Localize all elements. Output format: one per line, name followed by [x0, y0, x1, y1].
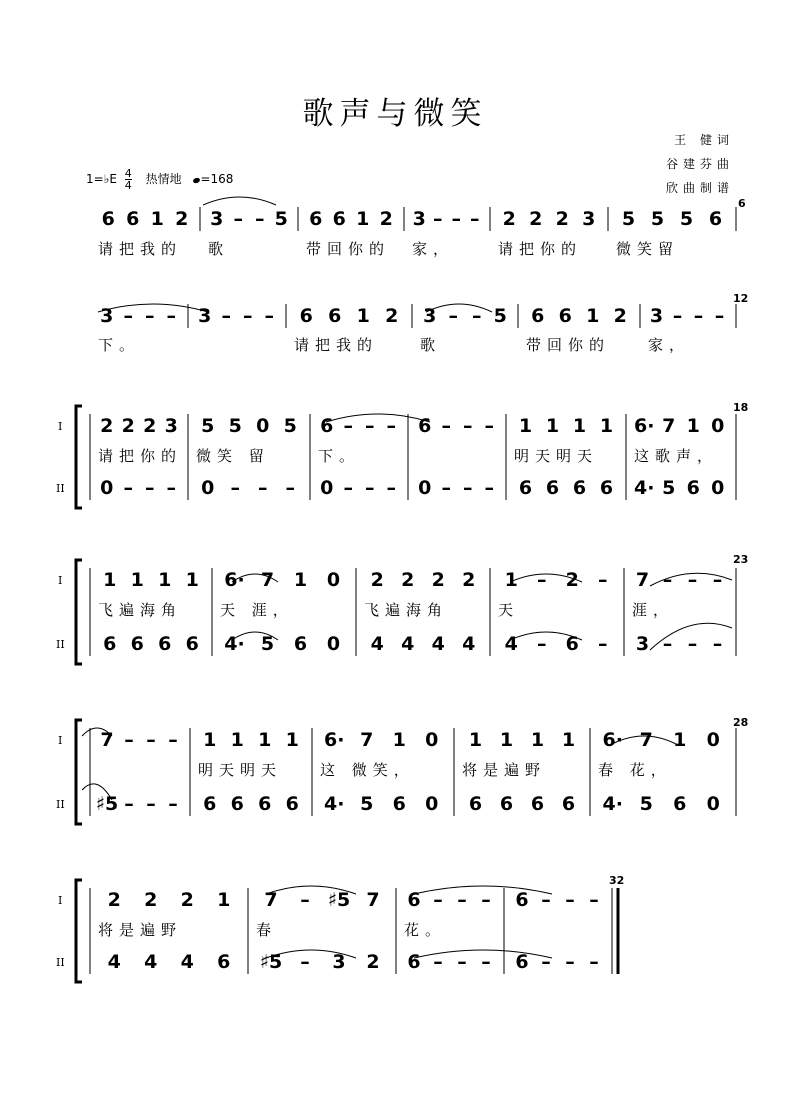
voice-2-note: 6	[230, 793, 244, 815]
voice-1-note: 3	[423, 305, 437, 327]
voice-1-note: 0	[711, 415, 725, 437]
lyric: 明天明天	[514, 447, 599, 465]
voice-1-note: 1	[158, 569, 172, 591]
choir-bracket	[76, 560, 82, 664]
voice-2-note: –	[123, 477, 133, 499]
lyric: 家，	[648, 336, 691, 354]
lyric: 将是遍野	[462, 761, 547, 779]
voice-2-note: 5	[260, 633, 275, 655]
voice-2-note: –	[365, 477, 375, 499]
tempo-marking: =168	[200, 172, 234, 186]
voice-1-note: –	[123, 305, 133, 327]
voice-2-note: 0	[711, 477, 725, 499]
lyric: 这歌声，	[634, 447, 719, 465]
voice-1-note: 2	[529, 208, 543, 230]
flat-sign: ♭	[103, 172, 110, 186]
voice-2-note: 4	[431, 633, 445, 655]
voice-1-note: 1	[561, 729, 576, 751]
lyric: 天	[498, 601, 520, 619]
voice-1-note: 2	[431, 569, 445, 591]
voice-2-note: –	[463, 477, 473, 499]
voice-1-note: 5	[283, 415, 297, 437]
voice-1-note: 7	[264, 889, 278, 911]
voice-1-note: 0	[706, 729, 720, 751]
voice-2-note: 4·	[602, 793, 623, 815]
voice-1-note: 7	[360, 729, 374, 751]
voice-1-note: –	[712, 569, 723, 591]
voice-2-note: –	[258, 477, 268, 499]
voice-1-note: –	[451, 208, 461, 230]
lyric: 微笑留	[616, 240, 680, 258]
voice-1-note: –	[264, 305, 274, 327]
lyric: 天 涯，	[220, 601, 294, 619]
voice-1-note: 2	[555, 208, 569, 230]
voice-1-note: 2	[613, 305, 627, 327]
measure-number: 6	[738, 197, 746, 210]
voice-1-note: 7	[662, 415, 676, 437]
voice-2-note: 4	[401, 633, 415, 655]
lyric: 春	[256, 921, 278, 939]
measure-number: 32	[609, 874, 625, 887]
voice-2-note: 6	[468, 793, 483, 815]
voice-1-note: 2	[385, 305, 399, 327]
voice-2-note: 0	[706, 793, 720, 815]
voice-1-note: –	[457, 889, 467, 911]
voice-1-note: 5	[274, 208, 288, 230]
voice-1-note: 3	[412, 208, 426, 230]
voice-2-note: 6	[572, 477, 587, 499]
voice-2-note: 4·	[634, 477, 655, 499]
lyric: 带回你的	[526, 336, 611, 354]
voice-1-note: 5	[493, 305, 507, 327]
voice-2-note: 6	[561, 793, 576, 815]
voice-1-note: 2	[379, 208, 393, 230]
voice-1-note: 7	[635, 569, 650, 591]
voice-1-note: 1	[356, 305, 370, 327]
voice-1-note: –	[463, 415, 473, 437]
voice-1-note: 2	[370, 569, 384, 591]
voice-2-note: 3	[332, 951, 346, 973]
voice-1-note: 1	[599, 415, 614, 437]
voice-1-note: 2	[175, 208, 189, 230]
voice-1-note: –	[470, 208, 480, 230]
voice-1-note: 5	[621, 208, 636, 230]
voice-2-note: 6	[499, 793, 514, 815]
lyric: 歌	[208, 240, 230, 258]
voice-2-note: 4	[462, 633, 476, 655]
voice-1-note: 3	[198, 305, 212, 327]
song-title: 歌声与微笑	[302, 96, 488, 132]
voice-2-note: 5	[662, 477, 676, 499]
voice-1-note: –	[233, 208, 243, 230]
voice-1-note: 6	[126, 208, 140, 230]
voice-1-note: –	[145, 305, 155, 327]
voice-1-note: 1	[686, 415, 700, 437]
voice-1-note: 1	[185, 569, 199, 591]
voice-1-note: 2	[502, 208, 516, 230]
voice-2-note: –	[712, 633, 723, 655]
voice-2-note: 6	[392, 793, 406, 815]
voice-2-note: 6	[515, 951, 529, 973]
lyric: 请把你的	[498, 240, 583, 258]
voice-2-note: –	[537, 633, 547, 655]
lyric: 飞遍海角	[98, 601, 183, 619]
voice-2-note: 6	[203, 793, 217, 815]
lyric: 微笑 留	[196, 447, 270, 465]
voice-1-note: 1	[150, 208, 164, 230]
voice-1-note: 5	[650, 208, 665, 230]
voice-2-note: 6	[545, 477, 560, 499]
voice-1-note: –	[448, 305, 458, 327]
voice-1-note: –	[484, 415, 494, 437]
voice-1-note: 3	[649, 305, 664, 327]
voice-2-note: 4	[107, 951, 121, 973]
voice-label-1: I	[58, 734, 63, 747]
voice-2-note: 4	[504, 633, 518, 655]
voice-1-note: 2	[107, 889, 121, 911]
voice-2-note: –	[343, 477, 353, 499]
voice-2-note: 6	[217, 951, 231, 973]
transcriber-credit: 欣曲制谱	[665, 181, 734, 195]
voice-2-note: –	[146, 793, 156, 815]
lyric: 下。	[98, 336, 141, 354]
voice-2-note: 6	[258, 793, 272, 815]
voice-1-note: –	[365, 415, 375, 437]
voice-1-note: 6	[558, 305, 572, 327]
voice-1-note: –	[565, 889, 575, 911]
voice-1-note: –	[166, 305, 176, 327]
voice-2-note: 4·	[224, 633, 245, 655]
lyricist-credit: 王 健词	[674, 133, 734, 147]
voice-2-note: 4·	[324, 793, 345, 815]
lyric: 将是遍野	[98, 921, 183, 939]
lyric: 请把我的	[294, 336, 379, 354]
voice-1-note: 1	[572, 415, 587, 437]
voice-1-note: –	[662, 569, 673, 591]
voice-1-note: 3	[100, 305, 114, 327]
voice-1-note: –	[537, 569, 547, 591]
lyric: 明天明天	[198, 761, 283, 779]
voice-2-note: –	[541, 951, 551, 973]
voice-1-note: –	[243, 305, 253, 327]
voice-2-note: 6	[293, 633, 308, 655]
voice-1-note: 1	[293, 569, 308, 591]
voice-1-note: 2	[144, 889, 158, 911]
voice-2-note: ♯5	[95, 793, 119, 815]
voice-2-note: –	[168, 793, 178, 815]
voice-1-note: 6	[101, 208, 115, 230]
choir-bracket	[76, 406, 82, 508]
voice-1-note: 1	[103, 569, 117, 591]
voice-1-note: 2	[143, 415, 157, 437]
voice-1-note: –	[589, 889, 599, 911]
voice-1-note: –	[687, 569, 698, 591]
voice-1-note: 1	[392, 729, 406, 751]
voice-2-note: –	[565, 951, 575, 973]
voice-2-note: –	[230, 477, 240, 499]
voice-label-1: I	[58, 420, 63, 433]
voice-1-note: 0	[425, 729, 439, 751]
voice-2-note: 0	[425, 793, 439, 815]
voice-2-note: –	[481, 951, 491, 973]
voice-1-note: ♯5	[327, 889, 351, 911]
voice-2-note: 4	[370, 633, 384, 655]
voice-1-note: 6	[299, 305, 313, 327]
voice-2-note: 0	[418, 477, 432, 499]
voice-1-note: 6	[407, 889, 421, 911]
key-label: 1=	[86, 172, 104, 186]
voice-2-note: 6	[599, 477, 614, 499]
time-signature-top: 4	[124, 167, 132, 180]
voice-1-note: 7	[366, 889, 380, 911]
voice-2-note: 0	[320, 477, 334, 499]
voice-2-note: –	[386, 477, 396, 499]
measure-number: 18	[733, 401, 749, 414]
voice-1-note: –	[343, 415, 353, 437]
voice-label-2: II	[56, 482, 65, 495]
voice-2-note: 6	[158, 633, 172, 655]
voice-1-note: 1	[130, 569, 144, 591]
slur-mark	[203, 197, 276, 205]
voice-1-note: 0	[326, 569, 341, 591]
lyric: 涯，	[632, 601, 675, 619]
lyric: 请把你的	[98, 447, 183, 465]
choir-bracket	[76, 880, 82, 982]
voice-1-note: –	[124, 729, 134, 751]
voice-label-2: II	[56, 638, 65, 651]
voice-1-note: –	[714, 305, 725, 327]
voice-2-note: 0	[100, 477, 114, 499]
voice-2-note: 6	[530, 793, 545, 815]
voice-1-note: 3	[164, 415, 178, 437]
voice-2-note: –	[300, 951, 310, 973]
voice-1-note: –	[386, 415, 396, 437]
voice-2-note: 6	[686, 477, 700, 499]
time-signature-bottom: 4	[124, 179, 132, 192]
voice-2-note: –	[457, 951, 467, 973]
voice-1-note: 7	[100, 729, 114, 751]
voice-1-note: 1	[356, 208, 370, 230]
voice-1-note: –	[146, 729, 156, 751]
voice-1-note: 1	[203, 729, 217, 751]
voice-1-note: 6	[708, 208, 723, 230]
voice-1-note: 2	[401, 569, 415, 591]
voice-2-note: –	[589, 951, 599, 973]
lyric: 家，	[412, 240, 455, 258]
lyric: 飞遍海角	[364, 601, 449, 619]
voice-2-note: –	[433, 951, 443, 973]
voice-2-note: –	[598, 633, 608, 655]
composer-credit: 谷建芬曲	[665, 157, 734, 171]
voice-1-note: –	[541, 889, 551, 911]
lyric: 带回你的	[306, 240, 391, 258]
key-note: E	[109, 172, 117, 186]
voice-1-note: 2	[180, 889, 194, 911]
voice-1-note: 2	[100, 415, 114, 437]
voice-2-note: 5	[639, 793, 653, 815]
voice-1-note: 6	[332, 208, 346, 230]
voice-2-note: 4	[180, 951, 194, 973]
voice-1-note: 6	[320, 415, 334, 437]
voice-2-note: 6	[565, 633, 579, 655]
lyric: 下。	[318, 447, 361, 465]
voice-1-note: 1	[545, 415, 560, 437]
expression-marking: 热情地	[145, 172, 182, 186]
voice-2-note: 6	[185, 633, 199, 655]
voice-1-note: 6·	[324, 729, 345, 751]
voice-1-note: 1	[673, 729, 687, 751]
voice-1-note: 6·	[224, 569, 245, 591]
voice-2-note: 6	[673, 793, 687, 815]
voice-label-1: I	[58, 574, 63, 587]
lyric: 请把我的	[98, 240, 183, 258]
voice-2-note: –	[285, 477, 295, 499]
voice-1-note: 6	[309, 208, 323, 230]
choir-bracket	[76, 720, 82, 824]
voice-label-2: II	[56, 956, 65, 969]
voice-1-note: 2	[462, 569, 476, 591]
voice-2-note: –	[484, 477, 494, 499]
voice-1-note: 1	[499, 729, 514, 751]
voice-2-note: 6	[407, 951, 421, 973]
measure-number: 23	[733, 553, 749, 566]
voice-1-note: 6	[531, 305, 545, 327]
slur-mark	[326, 414, 430, 422]
voice-1-note: 1	[230, 729, 244, 751]
voice-1-note: 7	[260, 569, 275, 591]
lyric: 花。	[404, 921, 447, 939]
voice-1-note: 6	[515, 889, 529, 911]
voice-2-note: 0	[326, 633, 341, 655]
voice-1-note: 2	[121, 415, 135, 437]
voice-1-note: –	[481, 889, 491, 911]
voice-1-note: 6·	[634, 415, 655, 437]
voice-1-note: 6	[418, 415, 432, 437]
voice-1-note: 3	[582, 208, 596, 230]
voice-1-note: 2	[565, 569, 579, 591]
voice-1-note: –	[433, 208, 443, 230]
voice-2-note: 0	[201, 477, 215, 499]
voice-1-note: 1	[586, 305, 600, 327]
voice-1-note: –	[472, 305, 482, 327]
voice-2-note: –	[662, 633, 673, 655]
voice-2-note: 2	[366, 951, 380, 973]
voice-1-note: –	[441, 415, 451, 437]
voice-2-note: –	[687, 633, 698, 655]
voice-1-note: –	[672, 305, 683, 327]
voice-2-note: –	[145, 477, 155, 499]
voice-2-note: 6	[130, 633, 144, 655]
voice-1-note: –	[255, 208, 265, 230]
voice-1-note: 6·	[602, 729, 623, 751]
voice-2-note: 5	[360, 793, 374, 815]
voice-2-note: –	[441, 477, 451, 499]
voice-2-note: 6	[518, 477, 533, 499]
lyric: 春 花，	[598, 761, 672, 779]
voice-2-note: 4	[144, 951, 158, 973]
voice-1-note: 7	[639, 729, 653, 751]
voice-2-note: 6	[285, 793, 299, 815]
measure-number: 12	[733, 292, 749, 305]
voice-label-1: I	[58, 894, 63, 907]
voice-1-note: –	[433, 889, 443, 911]
lyric: 这 微笑，	[320, 761, 415, 779]
voice-1-note: 1	[285, 729, 299, 751]
voice-1-note: –	[168, 729, 178, 751]
measure-number: 28	[733, 716, 749, 729]
voice-1-note: 0	[256, 415, 270, 437]
lyric: 歌	[420, 336, 442, 354]
voice-1-note: 5	[679, 208, 694, 230]
voice-1-note: 1	[518, 415, 533, 437]
voice-1-note: 6	[328, 305, 342, 327]
voice-1-note: –	[300, 889, 310, 911]
voice-1-note: 3	[210, 208, 224, 230]
voice-1-note: 1	[468, 729, 483, 751]
voice-2-note: 3	[635, 633, 650, 655]
voice-1-note: 1	[258, 729, 272, 751]
voice-1-note: –	[693, 305, 704, 327]
voice-2-note: ♯5	[259, 951, 283, 973]
voice-1-note: 5	[201, 415, 215, 437]
voice-1-note: –	[221, 305, 231, 327]
voice-2-note: 6	[103, 633, 117, 655]
voice-2-note: –	[124, 793, 134, 815]
voice-2-note: –	[166, 477, 176, 499]
voice-1-note: –	[598, 569, 608, 591]
voice-1-note: 1	[504, 569, 518, 591]
voice-1-note: 1	[217, 889, 231, 911]
voice-1-note: 1	[530, 729, 545, 751]
voice-label-2: II	[56, 798, 65, 811]
voice-1-note: 5	[228, 415, 242, 437]
